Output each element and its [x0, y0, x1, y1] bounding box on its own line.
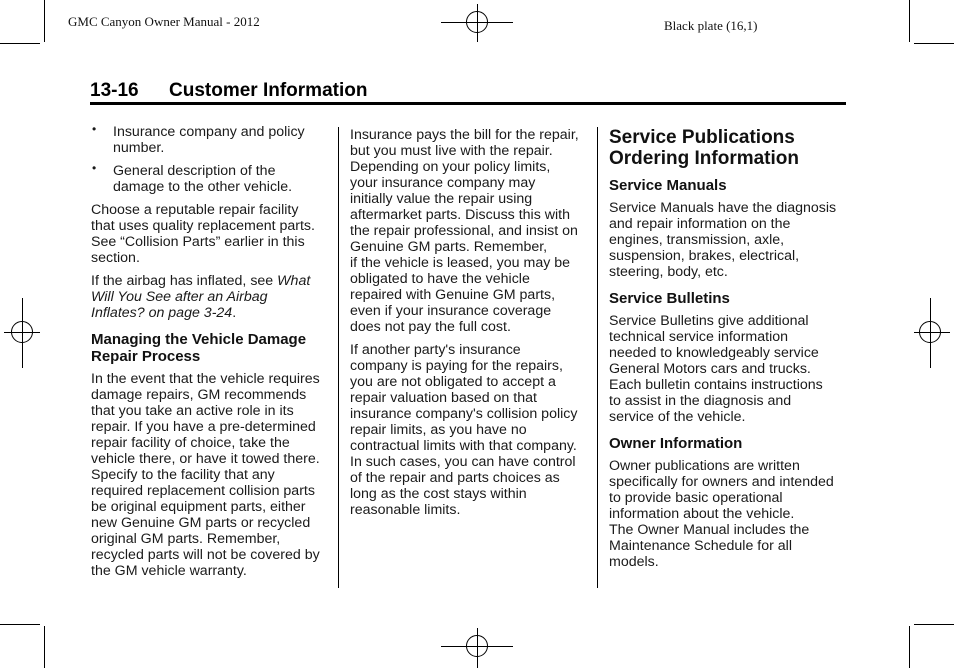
subheading-owner-information: Owner Information — [609, 435, 743, 452]
subheading-service-manuals: Service Manuals — [609, 177, 727, 194]
paragraph: If the airbag has inflated, see What Will You See after an Airbag Inflates? on page 3-24. — [91, 273, 311, 321]
bullet-item: • Insurance company and policy number. — [92, 122, 305, 156]
paragraph: Service Manuals have the diagnosis and repair information on the engines, transmission, axle, suspension, brakes, electrical, steering, body, etc. — [609, 200, 837, 280]
paragraph: Owner publications are written specifically for owners and intended to provide basic operational information about the vehicle. The Owner Manual includes the Maintenance Schedule for all models. — [609, 458, 834, 570]
column-divider-1 — [338, 127, 339, 588]
column-2 — [350, 127, 590, 525]
column-1 — [91, 124, 331, 586]
column-divider-2 — [597, 127, 598, 588]
subheading: Managing the Vehicle Damage Repair Process — [91, 331, 307, 365]
paragraph: If another party's insurance company is paying for the repairs, you are not obligated to accept a repair valuation based on that insurance company's collision policy repair limits, as you have no contractual limits with that company. In such cases, you can have control of the repair and parts choices as long as the cost stays within reasonable limits. — [350, 342, 578, 518]
section-title: Customer Information — [169, 80, 368, 101]
section-heading: Service Publications Ordering Information — [609, 127, 799, 169]
column-3 — [609, 127, 849, 577]
paragraph: Service Bulletins give additional technical service information needed to knowledgeably service General Motors cars and trucks. Each bulletin contains instructions to assist in the diagnosis and service of the vehicle. — [609, 313, 823, 425]
subheading-service-bulletins: Service Bulletins — [609, 290, 730, 307]
manual-title: GMC Canyon Owner Manual - 2012 — [68, 14, 260, 29]
bullet-item: • General description of the damage to the other vehicle. — [92, 161, 293, 195]
plate-info: Black plate (16,1) — [664, 18, 758, 33]
paragraph: In the event that the vehicle requires damage repairs, GM recommends that you take an active role in its repair. If you have a pre-determined repair facility of choice, take the vehicle there, or have it towed there. Specify to the facility that any required replacement collision parts be original equipment parts, either new Genuine GM parts or recycled original GM parts. Remember, recycled parts will not be covered by the GM vehicle warranty. — [91, 371, 320, 579]
header-rule — [90, 102, 846, 105]
bullet-icon: • — [92, 122, 97, 136]
page-reference: Inflates? on page 3-24 — [91, 305, 233, 321]
paragraph: Choose a reputable repair facility that uses quality replacement parts. See “Collision Parts” earlier in this section. — [91, 202, 315, 266]
bullet-icon: • — [92, 161, 97, 175]
paragraph: Insurance pays the bill for the repair, but you must live with the repair. Depending on your policy limits, your insurance company may initially value the repair using aftermarket parts. Discuss this with the repair professional, and insist on Genuine GM parts. Remember, if the vehicle is leased, you may be obligated to have the vehicle repaired with Genuine GM parts, even if your insurance coverage does not pay the full cost. — [350, 127, 579, 335]
page-number: 13-16 — [90, 80, 139, 101]
